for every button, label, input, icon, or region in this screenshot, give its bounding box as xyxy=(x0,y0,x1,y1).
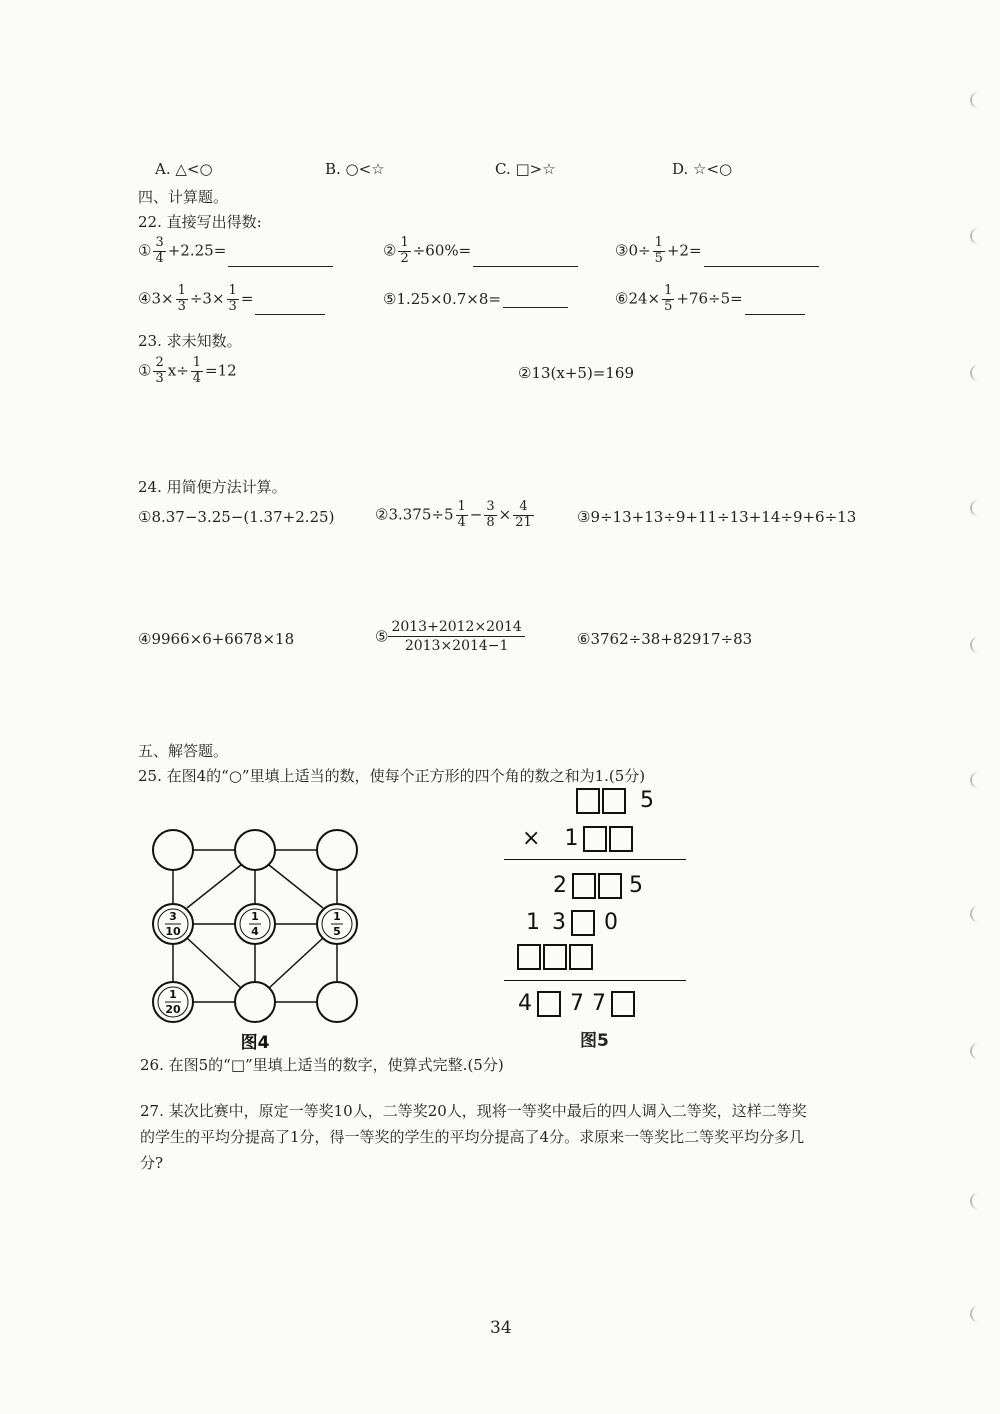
q23-title: 23. 求未知数。 xyxy=(138,332,242,350)
fig4-c1-den: 10 xyxy=(165,925,181,938)
page-number: 34 xyxy=(490,1318,512,1338)
fig5-box[interactable] xyxy=(576,788,600,814)
fig5-box[interactable] xyxy=(571,910,595,936)
binding-mark xyxy=(970,772,978,788)
binding-mark xyxy=(970,500,978,516)
fig4-c3-num: 1 xyxy=(333,910,341,923)
q25-text: 25. 在图4的“○”里填上适当的数，使每个正方形的四个角的数之和为1.(5分) xyxy=(138,767,646,785)
q22-item-1: ① $\frac{3}{4}$ +2.25= xyxy=(138,236,333,267)
circle-bottom-middle[interactable] xyxy=(235,982,275,1022)
q27-line-1: 27. 某次比赛中，原定一等奖10人，二等奖20人，现将一等奖中最后的四人调入二等奖，这样二等奖 xyxy=(140,1102,807,1120)
figure-5-caption: 图5 xyxy=(580,1031,609,1051)
option-c: C. □>☆ xyxy=(495,160,556,178)
q22-item-2: ② $\frac{1}{2}$ ÷60%= xyxy=(383,236,578,267)
fig5-row-6: 4 7 7 xyxy=(518,991,636,1017)
fig5-box[interactable] xyxy=(598,873,622,899)
q24-item-3: ③9÷13+13÷9+11÷13+14÷9+6÷13 xyxy=(577,508,857,526)
fig5-rule-1 xyxy=(504,859,686,860)
fig5-box[interactable] xyxy=(543,944,567,970)
binding-mark xyxy=(970,637,978,653)
binding-mark xyxy=(970,1193,978,1209)
q24-item-6: ⑥3762÷38+82917÷83 xyxy=(577,630,753,648)
fig5-row-2: × 1 xyxy=(522,826,634,852)
fig5-row-5 xyxy=(516,944,594,970)
binding-mark xyxy=(970,1306,978,1322)
binding-mark xyxy=(970,365,978,381)
fig5-box[interactable] xyxy=(583,826,607,852)
q23-item-2: ②13(x+5)=169 xyxy=(518,364,635,382)
q22-item-4: ④3× $\frac{1}{3}$ ÷3× $\frac{1}{3}$ = xyxy=(138,284,325,315)
q27-line-2: 的学生的平均分提高了1分，得一等奖的学生的平均分提高了4分。求原来一等奖比二等奖平均分多几 xyxy=(140,1128,805,1146)
fig4-c3-den: 5 xyxy=(333,925,341,938)
fig5-row-3: 2 5 xyxy=(553,873,643,898)
q26-text: 26. 在图5的“□”里填上适当的数字，使算式完整.(5分) xyxy=(140,1056,504,1074)
fig4-c1-num: 3 xyxy=(169,910,177,923)
circle-top-middle[interactable] xyxy=(235,830,275,870)
q24-item-2: ②3.375÷5 $\frac{1}{4}$ − $\frac{3}{8}$ × $\frac{4}{21}$ xyxy=(375,499,532,530)
circle-top-right[interactable] xyxy=(317,830,357,870)
fig4-c4-num: 1 xyxy=(169,988,177,1001)
q22-title: 22. 直接写出得数: xyxy=(138,213,262,231)
circle-top-left[interactable] xyxy=(153,830,193,870)
circle-bottom-right[interactable] xyxy=(317,982,357,1022)
fig5-row-1: 5 xyxy=(575,788,654,814)
binding-mark xyxy=(970,906,978,922)
section-4-heading: 四、计算题。 xyxy=(138,188,229,206)
fig5-box[interactable] xyxy=(609,826,633,852)
option-d: D. ☆<○ xyxy=(672,160,733,178)
fig5-box[interactable] xyxy=(611,991,635,1017)
fig5-box[interactable] xyxy=(537,991,561,1017)
fig5-rule-2 xyxy=(504,980,686,981)
fig5-box[interactable] xyxy=(572,873,596,899)
fig4-c4-den: 20 xyxy=(165,1003,181,1016)
q24-item-1: ①8.37−3.25−(1.37+2.25) xyxy=(138,508,335,526)
q24-item-5: ⑤ $\frac{2013+2012\times 2014}{2013\times 2014-1}$ xyxy=(375,618,525,655)
section-5-heading: 五、解答题。 xyxy=(138,742,229,760)
binding-mark xyxy=(970,228,978,244)
q22-item-5: ⑤1.25×0.7×8= xyxy=(383,290,568,308)
q22-item-6: ⑥24× $\frac{1}{5}$ +76÷5= xyxy=(615,284,805,315)
figure-4 xyxy=(140,820,370,1060)
figure-4-caption: 图4 xyxy=(240,1033,270,1053)
binding-mark xyxy=(970,1043,978,1059)
fig5-row-4: 1 3 0 xyxy=(526,910,618,935)
fig5-box[interactable] xyxy=(602,788,626,814)
fig5-box[interactable] xyxy=(517,944,541,970)
option-a: A. △<○ xyxy=(155,160,213,178)
option-b: B. ○<☆ xyxy=(325,160,385,178)
binding-mark xyxy=(970,92,978,108)
q27-line-3: 分? xyxy=(140,1154,164,1172)
q22-item-3: ③0÷ $\frac{1}{5}$ +2= xyxy=(615,236,819,267)
q24-title: 24. 用简便方法计算。 xyxy=(138,478,287,496)
q23-item-1: ① $\frac{2}{3}$ x÷ $\frac{1}{4}$ =12 xyxy=(138,355,237,386)
fig4-c2-num: 1 xyxy=(251,910,259,923)
q24-item-4: ④9966×6+6678×18 xyxy=(138,630,295,648)
fig5-box[interactable] xyxy=(569,944,593,970)
fig4-c2-den: 4 xyxy=(251,925,259,938)
